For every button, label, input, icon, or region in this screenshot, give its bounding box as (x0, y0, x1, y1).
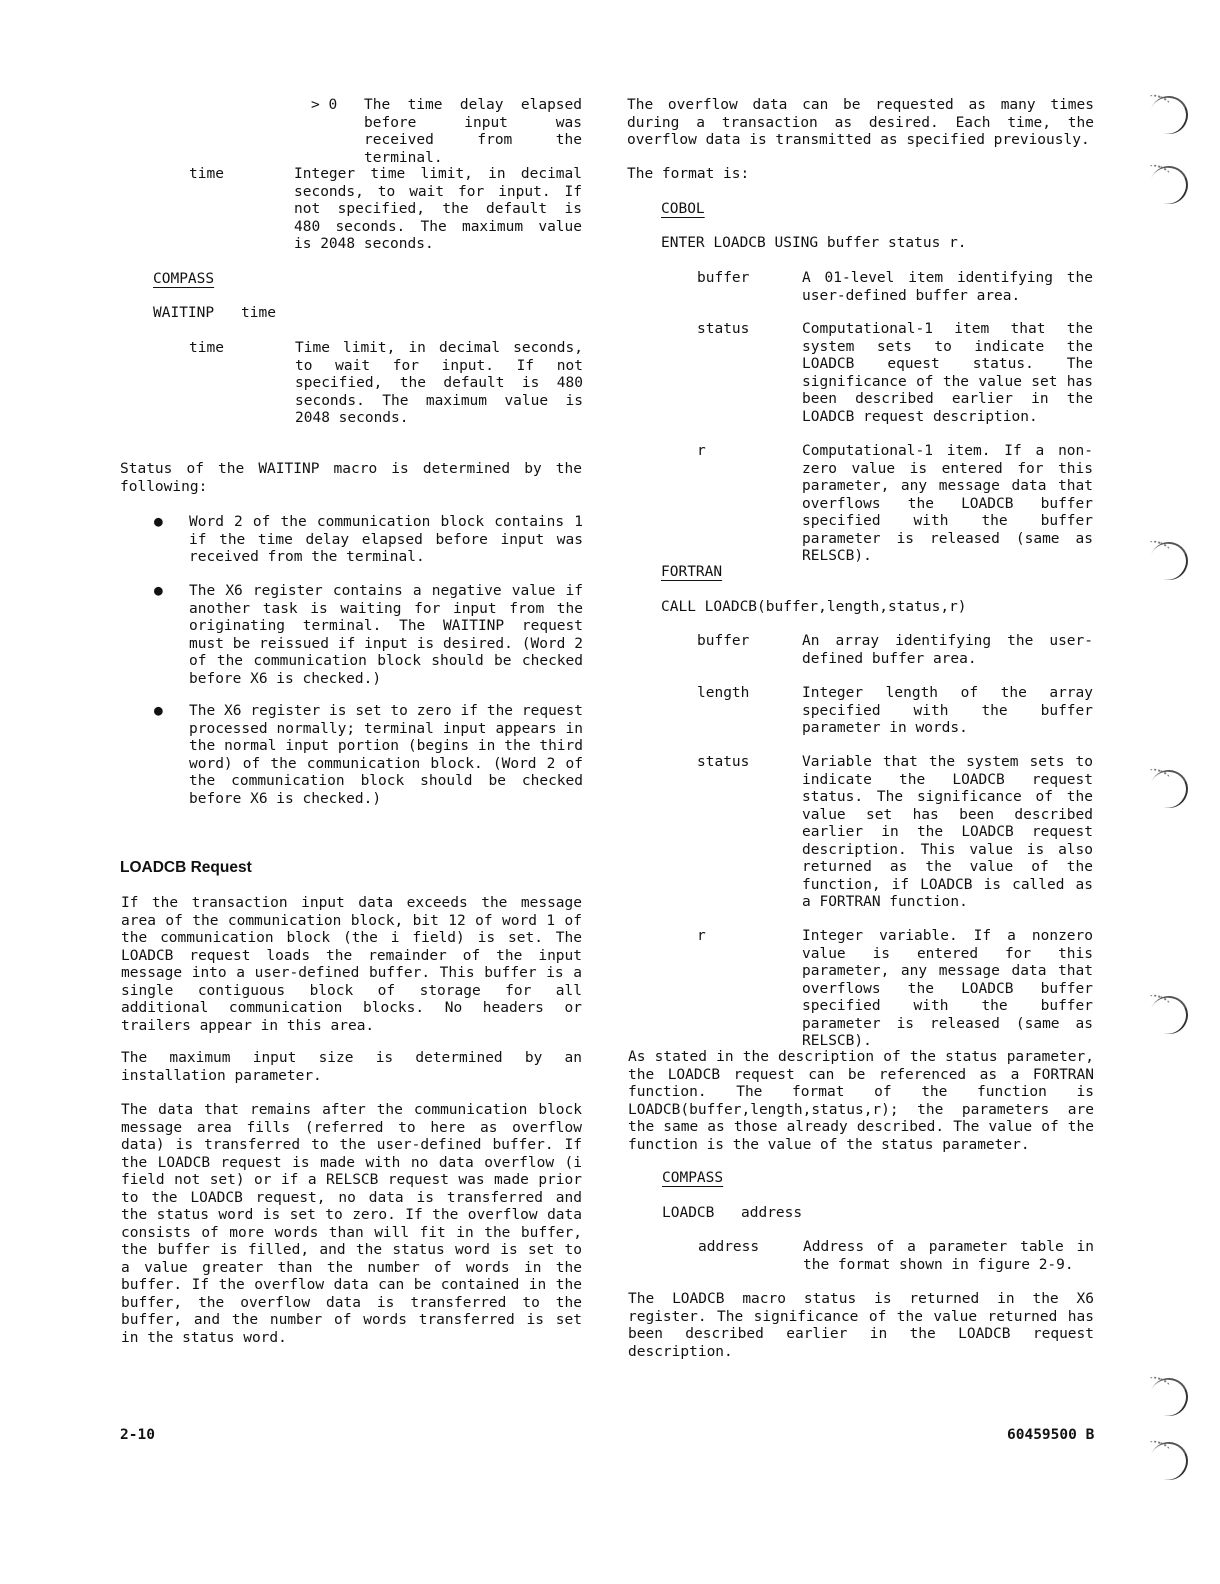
loadcb-paragraph-1: If the transaction input data exceeds the message area of the communication block, bit 12 of word 1 of the communication block (the i field) is set. The LOADCB request loads the remainder of the input message into a user-defined buffer. This buffer is a single contiguous block of storage for all additional communication blocks. No headers or trailers appear in this area. (121, 895, 582, 1034)
cobol-param-term: buffer (697, 270, 750, 286)
cobol-heading: COBOL (661, 201, 705, 217)
fortran-param-term: length (697, 685, 750, 701)
gt0-description: The time delay elapsed before input was received from the terminal. (364, 97, 582, 166)
cobol-param-description: Computational-1 item. If a non-zero value is entered for this parameter, any message data that overflows the LOADCB buffer specified with the buffer parameter is released (same as RELSCB). (802, 443, 1093, 564)
time-term: time (189, 166, 224, 182)
binder-hole-icon (1145, 765, 1194, 814)
loadcb-macro: LOADCB (662, 1205, 715, 1221)
cobol-param-term: r (697, 443, 706, 459)
fortran-statement: CALL LOADCB(buffer,length,status,r) (661, 599, 967, 615)
bullet-text: Word 2 of the communication block contains 1 if the time delay elapsed before input was received from the terminal. (189, 514, 583, 565)
bullet-text: The X6 register contains a negative value if another task is waiting for input from the originating terminal. The WAITINP request must be reissued if input is desired. (Word 2 of the communication block should be checked before X6 is checked.) (189, 583, 583, 687)
document-number: 60459500 B (1007, 1427, 1095, 1443)
stated-paragraph: As stated in the description of the status parameter, the LOADCB request can be referenced as a FORTRAN function. The format of the function is LOADCB(buffer,length,status,r); the parameters are the same as those already described. The value of the function is the value of the status parameter. (628, 1049, 1094, 1153)
status-intro: Status of the WAITINP macro is determined by the following: (120, 461, 582, 495)
loadcb-paragraph-3: The data that remains after the communication block message area fills (referred to here as overflow data) is transferred to the user-defined buffer. If the LOADCB request is made with no data overflow (i field not set) or if a RELSCB request was made prior to the LOADCB request, no data is transferred and the status word is set to zero. If the overflow data consists of more words than will fit in the buffer, the buffer is filled, and the status word is set to a value greater than the number of words in the buffer. If the overflow data can be contained in the buffer, the overflow data is transferred to the buffer, and the number of words transferred is set in the status word. (121, 1102, 582, 1346)
fortran-param-description: Integer length of the array specified with the buffer parameter in words. (802, 685, 1093, 736)
waitinp-param: time (241, 305, 276, 321)
fortran-param-term: status (697, 754, 750, 770)
loadcb-request-heading: LOADCB Request (120, 859, 252, 876)
fortran-param-description: An array identifying the user-defined buffer area. (802, 633, 1093, 667)
time-description-compass: Time limit, in decimal seconds, to wait for input. If not specified, the default is 480 seconds. The maximum value is 2048 seconds. (295, 340, 583, 426)
compass-heading-right: COMPASS (662, 1170, 724, 1186)
time-term-compass: time (189, 340, 224, 356)
binder-hole-icon (1145, 161, 1194, 210)
bullet-dot-icon: ● (154, 583, 163, 599)
address-term: address (698, 1239, 760, 1255)
gt0-label: > 0 (311, 97, 338, 113)
fortran-param-term: r (697, 928, 706, 944)
compass-heading-left: COMPASS (153, 271, 215, 287)
waitinp-macro: WAITINP (153, 305, 215, 321)
fortran-param-description: Variable that the system sets to indicate the LOADCB request status. The significance of the value set has been described earlier in the LOADCB request description. This value is also returned as the value of the function, if LOADCB is called as a FORTRAN function. (802, 754, 1093, 910)
page-number: 2-10 (120, 1427, 155, 1443)
bullet-text: The X6 register is set to zero if the request processed normally; terminal input appears in the normal input portion (begins in the third word) of the communication block. (Word 2 of the communication block should be checked before X6 is checked.) (189, 703, 583, 807)
bullet-item (154, 703, 583, 808)
cobol-param-term: status (697, 321, 750, 337)
loadcb-paragraph-2: The maximum input size is determined by an installation parameter. (121, 1050, 582, 1084)
binder-hole-icon (1145, 1373, 1194, 1422)
format-intro: The format is: (627, 166, 750, 182)
time-description: Integer time limit, in decimal seconds, to wait for input. If not specified, the default is 480 seconds. The maximum value is 2048 seconds. (294, 166, 582, 252)
fortran-param-description: Integer variable. If a nonzero value is entered for this parameter, any message data that overflows the LOADCB buffer specified with the buffer parameter is released (same as RELSCB). (802, 928, 1093, 1049)
loadcb-param: address (741, 1205, 803, 1221)
final-paragraph: The LOADCB macro status is returned in the X6 register. The significance of the value returned has been described earlier in the LOADCB request description. (628, 1291, 1094, 1360)
cobol-param-description: Computational-1 item that the system sets to indicate the LOADCB equest status. The significance of the value set has been described earlier in the LOADCB request description. (802, 321, 1093, 425)
bullet-dot-icon: ● (154, 703, 163, 719)
binder-hole-icon (1145, 1437, 1194, 1486)
overflow-paragraph: The overflow data can be requested as many times during a transaction as desired. Each time, the overflow data is transmitted as specified previously. (627, 97, 1094, 148)
bullet-dot-icon: ● (154, 514, 163, 530)
binder-hole-icon (1145, 537, 1194, 586)
bullet-item (154, 583, 583, 688)
address-description: Address of a parameter table in the format shown in figure 2-9. (803, 1239, 1094, 1273)
binder-hole-icon (1145, 991, 1194, 1040)
cobol-param-description: A 01-level item identifying the user-defined buffer area. (802, 270, 1093, 304)
bullet-item (154, 514, 583, 567)
fortran-heading: FORTRAN (661, 564, 723, 580)
cobol-statement: ENTER LOADCB USING buffer status r. (661, 235, 967, 251)
binder-hole-icon (1145, 91, 1194, 140)
fortran-param-term: buffer (697, 633, 750, 649)
